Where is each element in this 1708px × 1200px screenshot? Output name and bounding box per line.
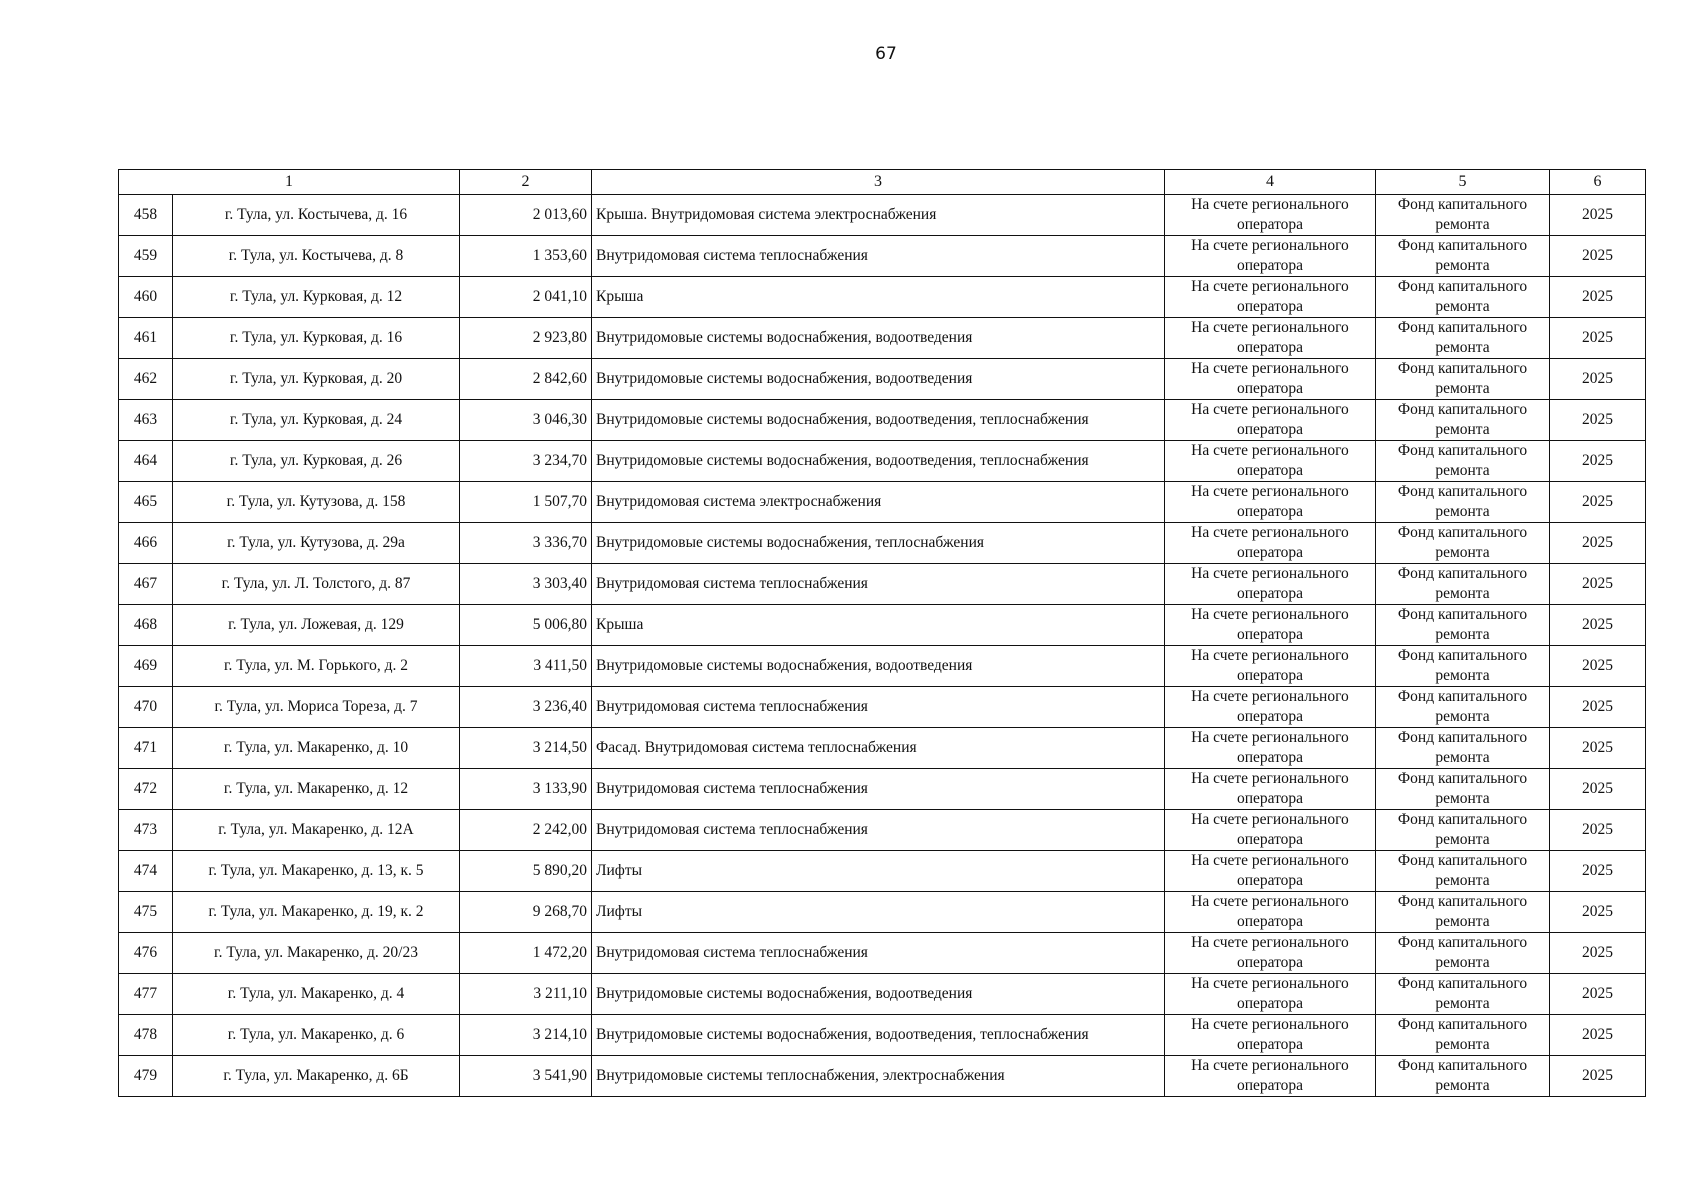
area-cell: 1 507,70 <box>460 482 592 523</box>
table-row <box>119 564 1646 605</box>
table-row <box>119 810 1646 851</box>
works-cell: Внутридомовая система теплоснабжения <box>592 236 1165 277</box>
address-cell: г. Тула, ул. Курковая, д. 16 <box>173 318 460 359</box>
row-number: 471 <box>119 728 173 769</box>
works-cell: Внутридомовая система теплоснабжения <box>592 933 1165 974</box>
account-cell: На счете регионального оператора <box>1165 523 1376 564</box>
row-number: 474 <box>119 851 173 892</box>
account-cell: На счете регионального оператора <box>1165 318 1376 359</box>
table-row <box>119 933 1646 974</box>
works-cell: Лифты <box>592 892 1165 933</box>
funding-source-cell: Фонд капитального ремонта <box>1376 1015 1550 1056</box>
account-cell: На счете регионального оператора <box>1165 1015 1376 1056</box>
address-cell: г. Тула, ул. Макаренко, д. 4 <box>173 974 460 1015</box>
works-cell: Внутридомовые системы водоснабжения, водоотведения <box>592 318 1165 359</box>
area-cell: 9 268,70 <box>460 892 592 933</box>
works-cell: Внутридомовая система теплоснабжения <box>592 687 1165 728</box>
row-number: 465 <box>119 482 173 523</box>
funding-source-cell: Фонд капитального ремонта <box>1376 687 1550 728</box>
funding-source-cell: Фонд капитального ремонта <box>1376 728 1550 769</box>
year-cell: 2025 <box>1550 646 1646 687</box>
works-cell: Лифты <box>592 851 1165 892</box>
year-cell: 2025 <box>1550 523 1646 564</box>
table-row <box>119 359 1646 400</box>
year-cell: 2025 <box>1550 359 1646 400</box>
address-cell: г. Тула, ул. Макаренко, д. 19, к. 2 <box>173 892 460 933</box>
table-body <box>119 195 1646 1097</box>
funding-source-cell: Фонд капитального ремонта <box>1376 359 1550 400</box>
works-cell: Внутридомовая система теплоснабжения <box>592 810 1165 851</box>
table-row <box>119 646 1646 687</box>
area-cell: 3 411,50 <box>460 646 592 687</box>
year-cell: 2025 <box>1550 564 1646 605</box>
year-cell: 2025 <box>1550 851 1646 892</box>
year-cell: 2025 <box>1550 810 1646 851</box>
works-cell: Внутридомовые системы водоснабжения, водоотведения, теплоснабжения <box>592 441 1165 482</box>
account-cell: На счете регионального оператора <box>1165 974 1376 1015</box>
year-cell: 2025 <box>1550 769 1646 810</box>
row-number: 473 <box>119 810 173 851</box>
year-cell: 2025 <box>1550 318 1646 359</box>
year-cell: 2025 <box>1550 1056 1646 1097</box>
funding-source-cell: Фонд капитального ремонта <box>1376 564 1550 605</box>
area-cell: 5 890,20 <box>460 851 592 892</box>
table-row <box>119 1015 1646 1056</box>
row-number: 466 <box>119 523 173 564</box>
account-cell: На счете регионального оператора <box>1165 236 1376 277</box>
area-cell: 3 211,10 <box>460 974 592 1015</box>
header-col-5: 5 <box>1376 170 1550 195</box>
funding-source-cell: Фонд капитального ремонта <box>1376 523 1550 564</box>
year-cell: 2025 <box>1550 892 1646 933</box>
table-row <box>119 441 1646 482</box>
address-cell: г. Тула, ул. Курковая, д. 26 <box>173 441 460 482</box>
account-cell: На счете регионального оператора <box>1165 687 1376 728</box>
account-cell: На счете регионального оператора <box>1165 851 1376 892</box>
address-cell: г. Тула, ул. Макаренко, д. 12 <box>173 769 460 810</box>
row-number: 475 <box>119 892 173 933</box>
funding-source-cell: Фонд капитального ремонта <box>1376 851 1550 892</box>
funding-source-cell: Фонд капитального ремонта <box>1376 195 1550 236</box>
funding-source-cell: Фонд капитального ремонта <box>1376 482 1550 523</box>
works-cell: Внутридомовые системы теплоснабжения, электроснабжения <box>592 1056 1165 1097</box>
header-col-4: 4 <box>1165 170 1376 195</box>
funding-source-cell: Фонд капитального ремонта <box>1376 605 1550 646</box>
funding-source-cell: Фонд капитального ремонта <box>1376 810 1550 851</box>
account-cell: На счете регионального оператора <box>1165 277 1376 318</box>
area-cell: 3 234,70 <box>460 441 592 482</box>
area-cell: 3 214,10 <box>460 1015 592 1056</box>
header-col-2: 2 <box>460 170 592 195</box>
works-cell: Внутридомовая система электроснабжения <box>592 482 1165 523</box>
account-cell: На счете регионального оператора <box>1165 195 1376 236</box>
year-cell: 2025 <box>1550 441 1646 482</box>
account-cell: На счете регионального оператора <box>1165 728 1376 769</box>
table-row <box>119 605 1646 646</box>
account-cell: На счете регионального оператора <box>1165 400 1376 441</box>
row-number: 477 <box>119 974 173 1015</box>
year-cell: 2025 <box>1550 605 1646 646</box>
year-cell: 2025 <box>1550 933 1646 974</box>
table-row <box>119 687 1646 728</box>
area-cell: 3 046,30 <box>460 400 592 441</box>
area-cell: 2 923,80 <box>460 318 592 359</box>
address-cell: г. Тула, ул. Макаренко, д. 6 <box>173 1015 460 1056</box>
year-cell: 2025 <box>1550 687 1646 728</box>
address-cell: г. Тула, ул. Макаренко, д. 13, к. 5 <box>173 851 460 892</box>
works-cell: Внутридомовая система теплоснабжения <box>592 564 1165 605</box>
works-cell: Крыша <box>592 277 1165 318</box>
address-cell: г. Тула, ул. М. Горького, д. 2 <box>173 646 460 687</box>
table-row <box>119 277 1646 318</box>
account-cell: На счете регионального оператора <box>1165 441 1376 482</box>
year-cell: 2025 <box>1550 277 1646 318</box>
row-number: 458 <box>119 195 173 236</box>
works-cell: Крыша. Внутридомовая система электроснабжения <box>592 195 1165 236</box>
funding-source-cell: Фонд капитального ремонта <box>1376 441 1550 482</box>
area-cell: 3 214,50 <box>460 728 592 769</box>
works-cell: Внутридомовые системы водоснабжения, водоотведения <box>592 646 1165 687</box>
table-row <box>119 400 1646 441</box>
address-cell: г. Тула, ул. Макаренко, д. 20/23 <box>173 933 460 974</box>
works-cell: Внутридомовые системы водоснабжения, теплоснабжения <box>592 523 1165 564</box>
address-cell: г. Тула, ул. Л. Толстого, д. 87 <box>173 564 460 605</box>
row-number: 461 <box>119 318 173 359</box>
row-number: 464 <box>119 441 173 482</box>
area-cell: 2 842,60 <box>460 359 592 400</box>
table-row <box>119 523 1646 564</box>
address-cell: г. Тула, ул. Кутузова, д. 158 <box>173 482 460 523</box>
table-row <box>119 318 1646 359</box>
funding-source-cell: Фонд капитального ремонта <box>1376 1056 1550 1097</box>
year-cell: 2025 <box>1550 236 1646 277</box>
account-cell: На счете регионального оператора <box>1165 933 1376 974</box>
account-cell: На счете регионального оператора <box>1165 482 1376 523</box>
area-cell: 3 336,70 <box>460 523 592 564</box>
funding-source-cell: Фонд капитального ремонта <box>1376 769 1550 810</box>
account-cell: На счете регионального оператора <box>1165 810 1376 851</box>
area-cell: 1 353,60 <box>460 236 592 277</box>
funding-source-cell: Фонд капитального ремонта <box>1376 974 1550 1015</box>
table-row <box>119 728 1646 769</box>
funding-source-cell: Фонд капитального ремонта <box>1376 236 1550 277</box>
row-number: 479 <box>119 1056 173 1097</box>
funding-source-cell: Фонд капитального ремонта <box>1376 318 1550 359</box>
table-row <box>119 974 1646 1015</box>
works-cell: Внутридомовые системы водоснабжения, водоотведения <box>592 359 1165 400</box>
row-number: 476 <box>119 933 173 974</box>
header-row <box>119 170 1646 195</box>
page-number: 67 <box>875 44 897 64</box>
row-number: 472 <box>119 769 173 810</box>
area-cell: 3 541,90 <box>460 1056 592 1097</box>
address-cell: г. Тула, ул. Костычева, д. 16 <box>173 195 460 236</box>
works-cell: Внутридомовые системы водоснабжения, водоотведения, теплоснабжения <box>592 400 1165 441</box>
area-cell: 2 013,60 <box>460 195 592 236</box>
address-cell: г. Тула, ул. Мориса Тореза, д. 7 <box>173 687 460 728</box>
account-cell: На счете регионального оператора <box>1165 605 1376 646</box>
address-cell: г. Тула, ул. Макаренко, д. 10 <box>173 728 460 769</box>
area-cell: 2 041,10 <box>460 277 592 318</box>
row-number: 469 <box>119 646 173 687</box>
address-cell: г. Тула, ул. Курковая, д. 12 <box>173 277 460 318</box>
header-col-3: 3 <box>592 170 1165 195</box>
row-number: 468 <box>119 605 173 646</box>
year-cell: 2025 <box>1550 728 1646 769</box>
capital-repair-table <box>118 169 1646 1097</box>
account-cell: На счете регионального оператора <box>1165 892 1376 933</box>
works-cell: Крыша <box>592 605 1165 646</box>
funding-source-cell: Фонд капитального ремонта <box>1376 277 1550 318</box>
row-number: 467 <box>119 564 173 605</box>
year-cell: 2025 <box>1550 400 1646 441</box>
table-row <box>119 892 1646 933</box>
year-cell: 2025 <box>1550 482 1646 523</box>
funding-source-cell: Фонд капитального ремонта <box>1376 646 1550 687</box>
address-cell: г. Тула, ул. Курковая, д. 20 <box>173 359 460 400</box>
table-row <box>119 236 1646 277</box>
header-col-1: 1 <box>119 170 460 195</box>
row-number: 478 <box>119 1015 173 1056</box>
row-number: 459 <box>119 236 173 277</box>
area-cell: 2 242,00 <box>460 810 592 851</box>
table-row <box>119 1056 1646 1097</box>
table-row <box>119 851 1646 892</box>
table-row <box>119 769 1646 810</box>
address-cell: г. Тула, ул. Кутузова, д. 29а <box>173 523 460 564</box>
year-cell: 2025 <box>1550 1015 1646 1056</box>
funding-source-cell: Фонд капитального ремонта <box>1376 892 1550 933</box>
area-cell: 3 133,90 <box>460 769 592 810</box>
works-cell: Внутридомовая система теплоснабжения <box>592 769 1165 810</box>
address-cell: г. Тула, ул. Курковая, д. 24 <box>173 400 460 441</box>
funding-source-cell: Фонд капитального ремонта <box>1376 400 1550 441</box>
account-cell: На счете регионального оператора <box>1165 359 1376 400</box>
table-row <box>119 195 1646 236</box>
works-cell: Внутридомовые системы водоснабжения, водоотведения <box>592 974 1165 1015</box>
year-cell: 2025 <box>1550 974 1646 1015</box>
year-cell: 2025 <box>1550 195 1646 236</box>
address-cell: г. Тула, ул. Макаренко, д. 12А <box>173 810 460 851</box>
row-number: 463 <box>119 400 173 441</box>
table-row <box>119 482 1646 523</box>
area-cell: 3 236,40 <box>460 687 592 728</box>
row-number: 470 <box>119 687 173 728</box>
funding-source-cell: Фонд капитального ремонта <box>1376 933 1550 974</box>
account-cell: На счете регионального оператора <box>1165 564 1376 605</box>
address-cell: г. Тула, ул. Макаренко, д. 6Б <box>173 1056 460 1097</box>
address-cell: г. Тула, ул. Ложевая, д. 129 <box>173 605 460 646</box>
row-number: 460 <box>119 277 173 318</box>
area-cell: 3 303,40 <box>460 564 592 605</box>
works-cell: Фасад. Внутридомовая система теплоснабжения <box>592 728 1165 769</box>
area-cell: 1 472,20 <box>460 933 592 974</box>
account-cell: На счете регионального оператора <box>1165 1056 1376 1097</box>
account-cell: На счете регионального оператора <box>1165 769 1376 810</box>
header-col-6: 6 <box>1550 170 1646 195</box>
area-cell: 5 006,80 <box>460 605 592 646</box>
works-cell: Внутридомовые системы водоснабжения, водоотведения, теплоснабжения <box>592 1015 1165 1056</box>
row-number: 462 <box>119 359 173 400</box>
address-cell: г. Тула, ул. Костычева, д. 8 <box>173 236 460 277</box>
account-cell: На счете регионального оператора <box>1165 646 1376 687</box>
